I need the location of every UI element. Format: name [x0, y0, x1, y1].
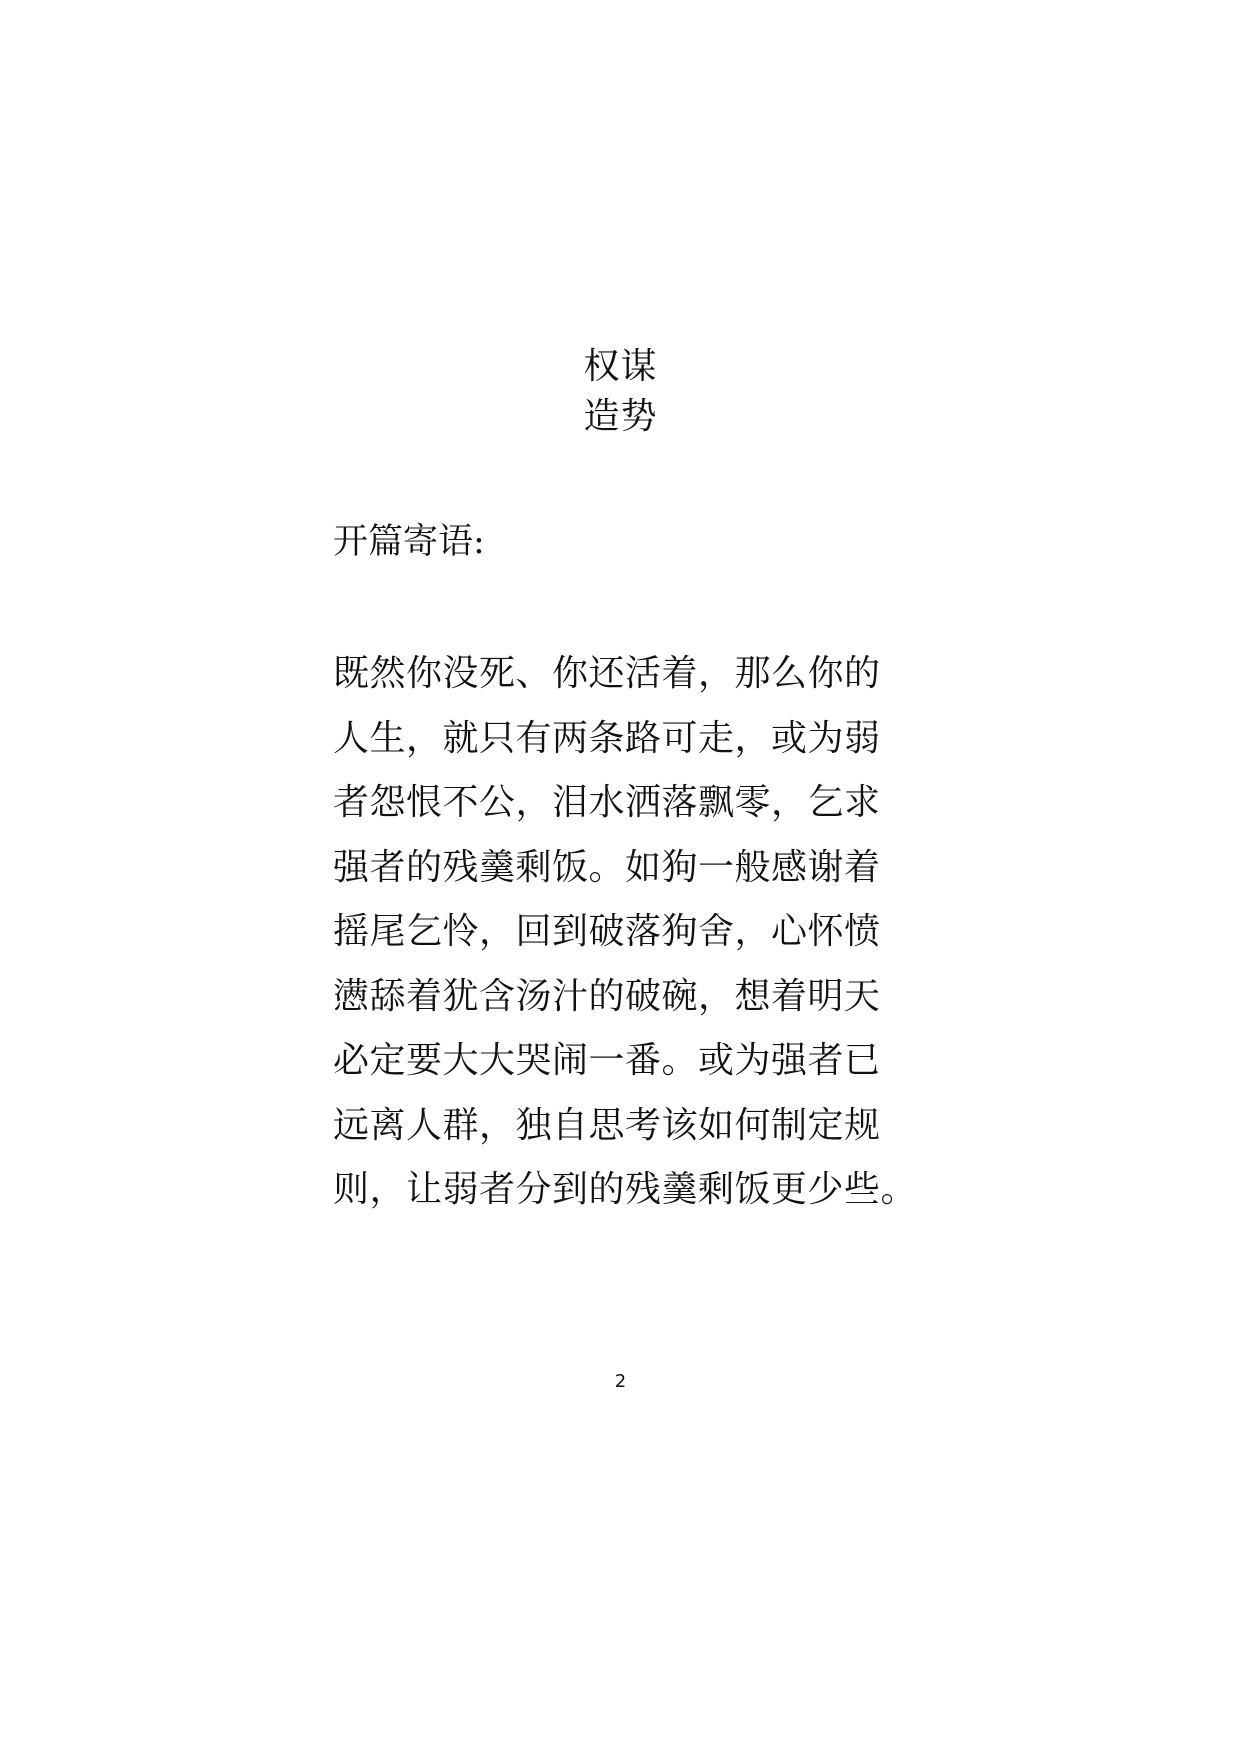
body-line: 远离人群，独自思考该如何制定规: [333, 1104, 881, 1146]
body-paragraph: [333, 642, 918, 1223]
title-block: [0, 342, 1241, 442]
title-line-1: 权谋: [583, 346, 658, 387]
body-line: 摇尾乞怜，回到破落狗舍，心怀愤: [333, 911, 881, 952]
body-line: 强者的残羹剩饭。如狗一般感谢着: [333, 846, 881, 888]
title-line-2: 造势: [583, 396, 658, 437]
section-heading: 开篇寄语:: [333, 522, 485, 562]
body-line: 懑舔着犹含汤汁的破碗，想着明天: [333, 975, 881, 1017]
page-number: 2: [614, 1371, 627, 1392]
body-line: 者怨恨不公，泪水洒落飘零，乞求: [333, 782, 881, 823]
body-line: 人生，就只有两条路可走，或为弱: [333, 717, 881, 759]
body-line: 既然你没死、你还活着，那么你的: [333, 653, 881, 694]
body-line: 则，让弱者分到的残羹剩饭更少些。: [333, 1169, 918, 1210]
body-line: 必定要大大哭闹一番。或为强者已: [333, 1040, 881, 1081]
